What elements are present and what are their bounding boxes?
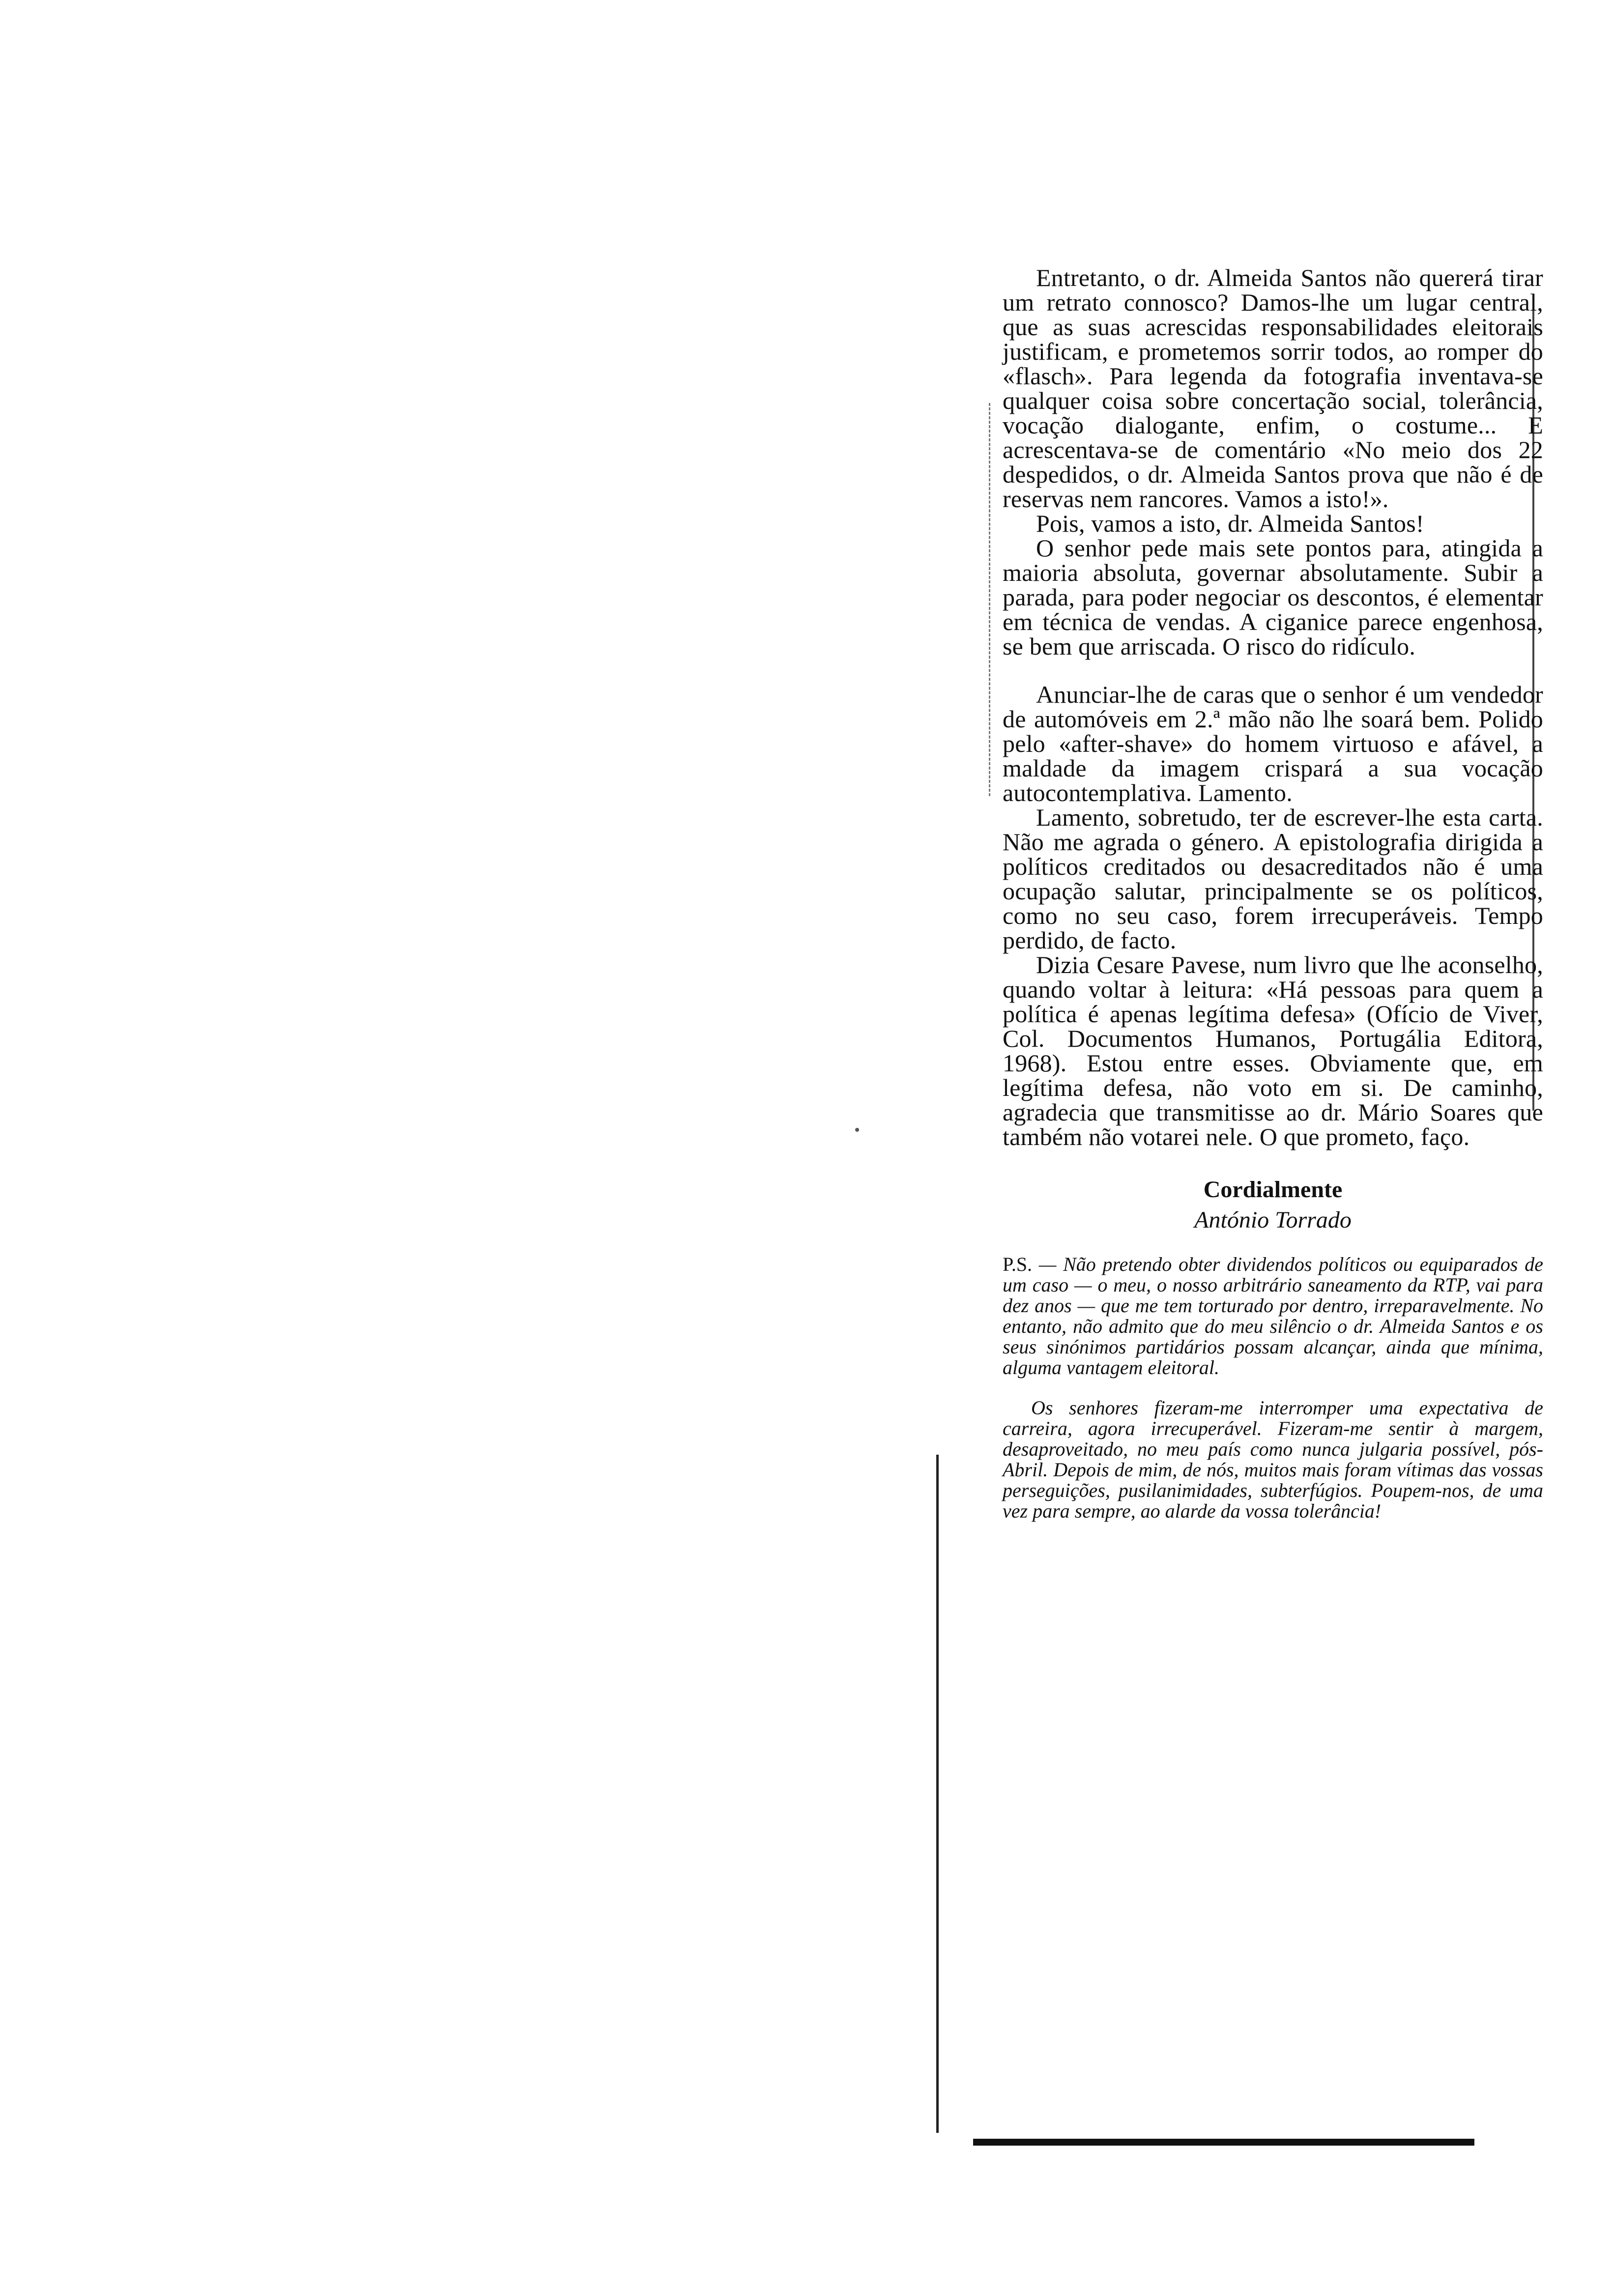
postscript-paragraph-2: Os senhores fizeram-me interromper uma expectativa de carreira, agora irrecuperável. Fizeram-me sentir à margem, desaproveitado, no meu país como nunca julgaria possível, pós-Abril. Depois de mim, de nós, muitos mais foram vítimas das vossas perseguições, pusilanimidades, subterfúgios. Poupem-nos, de uma vez para sempre, ao alarde da vossa tolerância! <box>1003 1397 1543 1522</box>
article-paragraph-2: Pois, vamos a isto, dr. Almeida Santos! <box>1036 510 1424 537</box>
end-rule <box>973 2139 1474 2146</box>
postscript-label: P.S. <box>1003 1253 1033 1275</box>
author-name: António Torrado <box>1194 1207 1352 1233</box>
article-paragraph-3: O senhor pede mais sete pontos para, atingida a maioria absoluta, governar absolutamente. Subir a parada, para poder negociar os descontos, é elementar em técnica de vendas. A ciganice parece engenhosa, se bem que arriscada. O risco do ridículo. <box>1003 534 1543 660</box>
postscript-text-1: — Não pretendo obter dividendos políticos ou equiparados de um caso — o meu, o nosso arbitrário saneamento da RTP, vai para dez anos — que me tem torturado por dentro, irreparavelmente. No entanto, não admito que do meu silêncio o dr. Almeida Santos e os seus sinónimos partidários possam alcançar, ainda que mínima, alguma vantagem eleitoral. <box>1003 1253 1543 1378</box>
article-paragraph-1: Entretanto, o dr. Almeida Santos não quererá tirar um retrato connosco? Damos-lhe um lugar central, que as suas acrescidas responsabilidades eleitorais justificam, e prometemos sorrir todos, ao romper do «flasch». Para legenda da fotografia inventava-se qualquer coisa sobre concertação social, tolerância, vocação dialogante, enfim, o costume... E acrescentava-se de comentário «No meio dos 22 despedidos, o dr. Almeida Santos prova que não é de reservas nem rancores. Vamos a isto!». <box>1003 264 1543 513</box>
article-paragraph-4: Anunciar-lhe de caras que o senhor é um vendedor de automóveis em 2.ª mão não lhe soará bem. Polido pelo «after-shave» do homem virtuoso e afável, a maldade da imagem crispará a sua vocação autocontemplativa. Lamento. <box>1003 681 1543 806</box>
closing-text: Cordialmente <box>1203 1177 1343 1203</box>
margin-marks <box>989 403 992 796</box>
postscript-paragraph-1 <box>1003 1254 1543 1378</box>
signoff <box>1003 1175 1543 1235</box>
scan-speck <box>855 1128 859 1132</box>
article-paragraph-5: Lamento, sobretudo, ter de escrever-lhe esta carta. Não me agrada o género. A epistolografia dirigida a políticos creditados ou desacreditados não é uma ocupação salutar, principalmente se os políticos, como no seu caso, forem irrecuperáveis. Tempo perdido, de facto. <box>1003 804 1543 954</box>
column-rule-left <box>936 1455 939 2133</box>
newspaper-clipping <box>1003 265 1543 1541</box>
article-paragraph-6: Dizia Cesare Pavese, num livro que lhe aconselho, quando voltar à leitura: «Há pessoas para quem a política é apenas legítima defesa» (Ofício de Viver, Col. Documentos Humanos, Portugália Editora, 1968). Estou entre esses. Obviamente que, em legítima defesa, não voto em si. De caminho, agradecia que transmitisse ao dr. Mário Soares que também não votarei nele. O que prometo, faço. <box>1003 951 1543 1150</box>
